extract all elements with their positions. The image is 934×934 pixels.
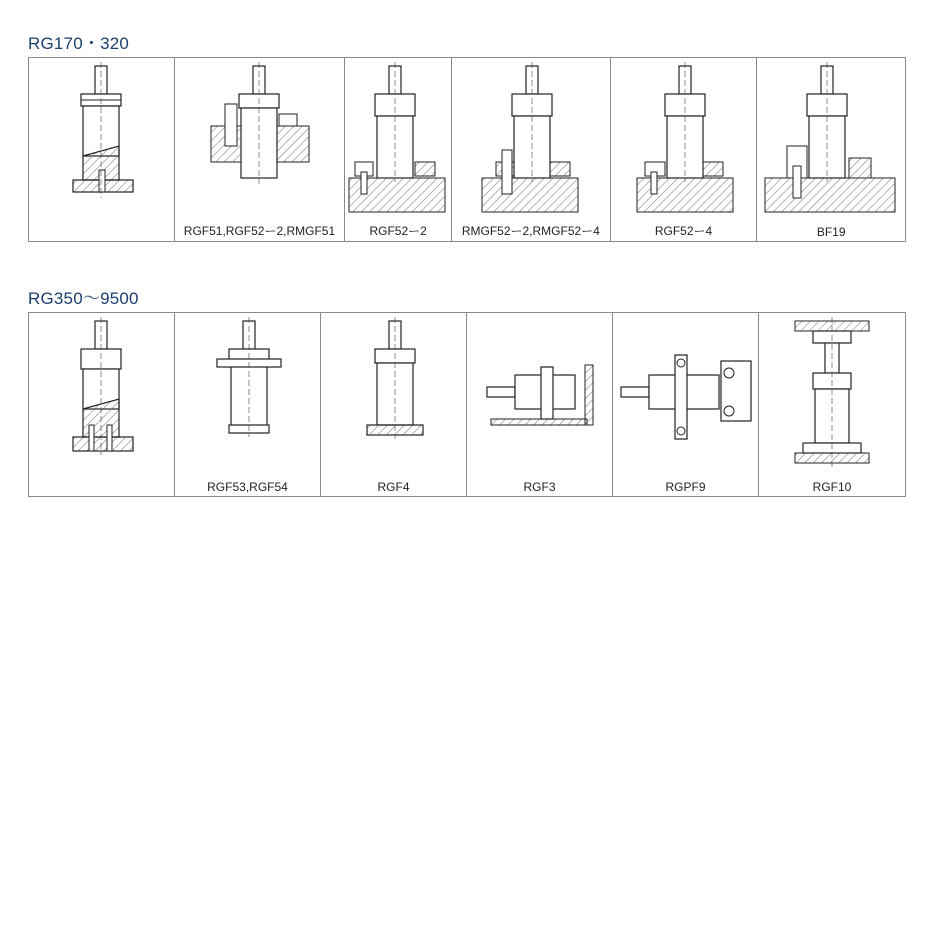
mount-cell-1 [29, 313, 175, 496]
mount-caption: RGF10 [812, 480, 852, 494]
mount-caption: BF19 [816, 225, 846, 239]
mount-cell-3 [345, 58, 452, 241]
mount-caption: RGF51,RGF52ー2,RMGF51 [183, 224, 336, 238]
cylinder-cutaway-drawing-icon [29, 313, 175, 498]
cylinder-clamp-mount-drawing-icon [611, 58, 758, 243]
section1-title: RG170・320 [28, 34, 130, 53]
cylinder-clamp-mount-drawing-icon [452, 58, 611, 243]
cylinder-double-plate-drawing-icon [759, 313, 905, 498]
mount-cell-5 [613, 313, 759, 496]
mount-cell-5 [611, 58, 758, 241]
mount-cell-4 [452, 58, 611, 241]
mount-caption: RGF53,RGF54 [207, 480, 288, 494]
cylinder-flange-mount-drawing-icon [175, 313, 321, 498]
cylinder-clamp-mount-drawing-icon [345, 58, 452, 243]
section2-title: RG350〜9500 [28, 289, 139, 308]
cylinder-horizontal-mount-drawing-icon [467, 313, 613, 498]
cylinder-base-flange-drawing-icon [321, 313, 467, 498]
mounting-table-1 [28, 57, 906, 242]
cylinder-flange-mount-drawing-icon [175, 58, 346, 243]
mount-caption: RGPF9 [665, 480, 706, 494]
cylinder-cutaway-drawing-icon [29, 58, 175, 243]
cylinder-bracket-mount-drawing-icon [757, 58, 905, 243]
mount-cell-6 [757, 58, 905, 241]
mounting-table-2 [28, 312, 906, 497]
mount-cell-1 [29, 58, 175, 241]
mount-caption: RGF52ー2 [369, 224, 427, 238]
mount-caption: RGF3 [523, 480, 556, 494]
cylinder-pivot-mount-drawing-icon [613, 313, 759, 498]
mount-caption: RGF4 [377, 480, 410, 494]
mount-caption: RGF52ー4 [654, 224, 713, 238]
mount-cell-3 [321, 313, 467, 496]
mount-cell-6 [759, 313, 905, 496]
mount-caption: RMGF52ー2,RMGF52ー4 [461, 224, 600, 238]
mount-cell-2 [175, 58, 346, 241]
mount-cell-4 [467, 313, 613, 496]
mount-cell-2 [175, 313, 321, 496]
